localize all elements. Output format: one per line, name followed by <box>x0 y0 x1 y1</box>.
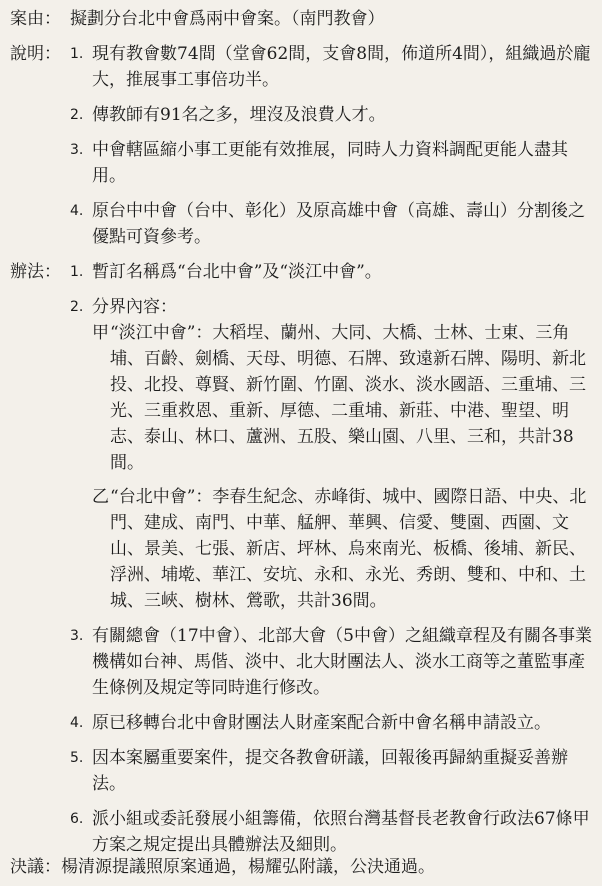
item-text: 有關總會（17中會）、北部大會（5中會）之組織章程及有關各事業機構如台神、馬偕、淡中、北大財團法人、淡水工商等之董監事產生條例及規定等同時進行修改。 <box>92 626 592 698</box>
item-number: 2. <box>70 299 84 315</box>
method-list <box>70 259 592 858</box>
method-item <box>70 294 592 614</box>
item-text: 暫訂名稱爲“台北中會”及“淡江中會”。 <box>92 262 382 282</box>
method-item <box>70 806 592 858</box>
boundary-sub-item <box>92 320 592 476</box>
item-number: 5. <box>70 750 84 766</box>
method-label: 辦法： <box>10 262 61 282</box>
explanation-item <box>70 41 592 93</box>
resolution-text: 楊清源提議照原案通過，楊耀弘附議，公決通過。 <box>61 857 435 877</box>
item-text: 原已移轉台北中會財團法人財產案配合新中會名稱申請設立。 <box>92 713 551 733</box>
sub-item-tag: 甲 <box>92 323 109 343</box>
item-number: 2. <box>70 107 84 123</box>
case-text: 擬劃分台北中會爲兩中會案。（南門教會） <box>70 9 385 29</box>
item-number: 3. <box>70 628 84 644</box>
explanation-item <box>70 102 592 128</box>
method-section <box>10 259 592 858</box>
explanation-item <box>70 137 592 189</box>
case-section <box>10 6 592 32</box>
sub-item-tag: 乙 <box>92 487 109 507</box>
sub-item-text: “台北中會”：李春生紀念、赤峰街、城中、國際日語、中央、北門、建成、南門、中華、艋舺、華興、信愛、雙園、西園、文山、景美、七張、新店、坪林、烏來南光、板橋、後埔、新民、浮洲、埔墘、華江、安坑、永和、永光、秀朗、雙和、中和、土城、三峽、樹林、鶯歌，共計36間。 <box>110 487 587 611</box>
case-label: 案由： <box>10 9 61 29</box>
item-text: 中會轄區縮小事工更能有效推展，同時人力資料調配更能人盡其用。 <box>92 140 568 186</box>
method-item <box>70 259 592 285</box>
resolution-label: 決議： <box>10 857 61 877</box>
sub-item-text: “淡江中會”：大稻埕、蘭州、大同、大橋、士林、士東、三角埔、百齡、劍橋、天母、明德、石牌、致遠新石牌、陽明、新北投、北投、尊賢、新竹圍、竹圍、淡水、淡水國語、三重埔、三光、三重救恩、重新、厚德、二重埔、新莊、中港、聖望、明志、泰山、林口、蘆洲、五股、樂山園、八里、三和，共計38間。 <box>110 323 586 473</box>
item-text: 派小組或委託發展小組籌備，依照台灣基督長老教會行政法67條甲方案之規定提出具體辦法及細則。 <box>92 809 590 855</box>
item-text: 現有教會數74間（堂會62間，支會8間，佈道所4間），組織過於龐大，推展事工事倍功半。 <box>92 44 591 90</box>
item-number: 4. <box>70 203 84 219</box>
item-text: 原台中中會（台中、彰化）及原高雄中會（高雄、壽山）分割後之優點可資參考。 <box>92 201 585 247</box>
item-text: 傳教師有91名之多，埋沒及浪費人才。 <box>92 105 386 125</box>
item-number: 1. <box>70 46 84 62</box>
method-item <box>70 710 592 736</box>
boundary-sub-item <box>92 484 592 614</box>
item-text: 分界內容： <box>92 297 177 317</box>
method-item <box>70 623 592 701</box>
item-number: 6. <box>70 811 84 827</box>
item-number: 1. <box>70 264 84 280</box>
explanation-section <box>10 41 592 250</box>
item-number: 4. <box>70 715 84 731</box>
explanation-item <box>70 198 592 250</box>
resolution-section <box>10 854 592 880</box>
explanation-list <box>70 41 592 250</box>
item-number: 3. <box>70 142 84 158</box>
explanation-label: 說明： <box>10 44 61 64</box>
method-item <box>70 745 592 797</box>
item-text: 因本案屬重要案件，提交各教會研議，回報後再歸納重擬妥善辦法。 <box>92 748 568 794</box>
